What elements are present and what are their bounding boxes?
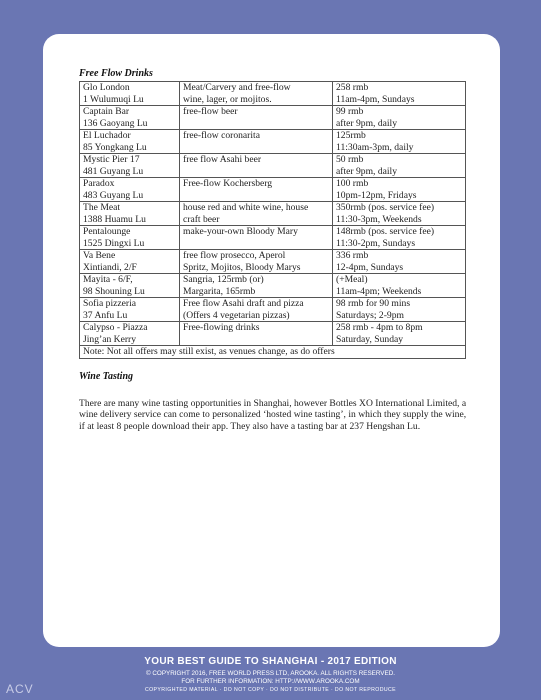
offer-line [183, 334, 329, 346]
venue-line: 1 Wulumuqi Lu [83, 93, 144, 105]
table-row [80, 130, 466, 154]
cell-venue [80, 130, 180, 154]
offer-line: Free-flowing drinks [183, 322, 260, 333]
offer-line: Spritz, Mojitos, Bloody Marys [183, 261, 301, 273]
footer-copyright: © COPYRIGHT 2016, FREE WORLD PRESS LTD, AROOKA. ALL RIGHTS RESERVED. [145, 670, 395, 677]
offer-line: Sangria, 125rmb (or) [183, 274, 264, 285]
table-row [80, 322, 466, 346]
price-line: 336 rmb [336, 250, 369, 261]
price-line: 258 rmb - 4pm to 8pm [336, 322, 423, 333]
offer-line: Free-flow Kochersberg [183, 178, 273, 189]
offer-line: craft beer [183, 213, 220, 225]
cell-price [333, 322, 466, 346]
offer-line: free flow prosecco, Aperol [183, 250, 286, 261]
cell-offer [180, 178, 333, 202]
wine-tasting-paragraph: There are many wine tasting opportunities in Shanghai, however Bottles XO International Limited, a wine delivery service can come to personalized ‘hosted wine tasting’, in which they supply the wine, if at least 8 people download their app. They also have a tasting bar at 237 Hengshan Lu. [79, 397, 467, 432]
offer-line [183, 118, 329, 130]
cell-venue [80, 250, 180, 274]
venue-line: 1525 Dingxi Lu [83, 237, 145, 249]
venue-line: Paradox [83, 178, 115, 189]
table-note-row [80, 346, 466, 359]
venue-line: Sofia pizzeria [83, 298, 137, 309]
cell-venue [80, 322, 180, 346]
corner-watermark: ACV [6, 682, 34, 696]
venue-line: 483 Guyang Lu [83, 189, 144, 201]
cell-venue [80, 202, 180, 226]
venue-line: 85 Yongkang Lu [83, 141, 147, 153]
cell-offer [180, 154, 333, 178]
cell-price [333, 130, 466, 154]
table-row [80, 250, 466, 274]
price-line: after 9pm, daily [336, 117, 398, 129]
price-line: 10pm-12pm, Fridays [336, 189, 417, 201]
venue-line: Mystic Pier 17 [83, 154, 140, 165]
price-line: 125rmb [336, 130, 366, 141]
price-line: 11:30-2pm, Sundays [336, 237, 416, 249]
cell-venue [80, 226, 180, 250]
table-row [80, 178, 466, 202]
cell-offer [180, 274, 333, 298]
offer-line: Margarita, 165rmb [183, 285, 256, 297]
offer-line [183, 142, 329, 154]
venue-line: El Luchador [83, 130, 131, 141]
cell-price [333, 154, 466, 178]
price-line: 148rmb (pos. service fee) [336, 226, 435, 237]
cell-price [333, 226, 466, 250]
footer-guide-title: YOUR BEST GUIDE TO SHANGHAI - 2017 EDITION [144, 656, 397, 667]
cell-offer [180, 82, 333, 106]
table-row [80, 226, 466, 250]
venue-line: 136 Gaoyang Lu [83, 117, 148, 129]
document-page [43, 34, 500, 647]
cell-offer [180, 226, 333, 250]
price-line: 350rmb (pos. service fee) [336, 202, 435, 213]
venue-line: Jing’an Kerry [83, 333, 137, 345]
table-row [80, 274, 466, 298]
cell-offer [180, 322, 333, 346]
offer-line: house red and white wine, house [183, 202, 309, 213]
venue-line: Glo London [83, 82, 130, 93]
venue-line: 37 Anfu Lu [83, 309, 128, 321]
venue-line: 98 Shouning Lu [83, 285, 145, 297]
cell-venue [80, 274, 180, 298]
price-line: 99 rmb [336, 106, 364, 117]
offer-line: free-flow coronarita [183, 130, 260, 141]
price-line: 50 rmb [336, 154, 364, 165]
cell-price [333, 298, 466, 322]
price-line: 11am-4pm, Sundays [336, 93, 415, 105]
price-line: Saturdays; 2-9pm [336, 309, 404, 321]
cell-price [333, 106, 466, 130]
table-row [80, 82, 466, 106]
free-flow-title: Free Flow Drinks [79, 68, 153, 79]
offer-line: Meat/Carvery and free-flow [183, 82, 291, 93]
offer-line: free flow Asahi beer [183, 154, 262, 165]
cell-venue [80, 178, 180, 202]
venue-line: 481 Guyang Lu [83, 165, 144, 177]
cell-offer [180, 130, 333, 154]
wine-tasting-title: Wine Tasting [79, 370, 133, 382]
offer-line: free-flow beer [183, 106, 238, 117]
price-line: 11am-4pm; Weekends [336, 285, 422, 297]
table-row [80, 154, 466, 178]
cell-offer [180, 250, 333, 274]
venue-line: Va Bene [83, 250, 116, 261]
cell-venue [80, 154, 180, 178]
offer-line [183, 238, 329, 250]
venue-line: The Meat [83, 202, 121, 213]
price-line: 258 rmb [336, 82, 369, 93]
venue-line: Calypso - Piazza [83, 322, 148, 333]
price-line: 100 rmb [336, 178, 369, 189]
price-line: (+Meal) [336, 274, 368, 285]
cell-price [333, 178, 466, 202]
price-line: 98 rmb for 90 mins [336, 298, 411, 309]
cell-venue [80, 298, 180, 322]
offer-line: make-your-own Bloody Mary [183, 226, 298, 237]
venue-line: Xintiandi, 2/F [83, 261, 137, 273]
table-row [80, 106, 466, 130]
cell-offer [180, 298, 333, 322]
table-row [80, 202, 466, 226]
cell-venue [80, 82, 180, 106]
price-line: after 9pm, daily [336, 165, 398, 177]
footer-notice: COPYRIGHTED MATERIAL · DO NOT COPY · DO NOT DISTRIBUTE · DO NOT REPRODUCE [144, 687, 397, 693]
offer-line [183, 166, 329, 178]
price-line: 11:30am-3pm, daily [336, 141, 414, 153]
offer-line: Free flow Asahi draft and pizza [183, 298, 304, 309]
offer-line [183, 190, 329, 202]
footer-info-link: FOR FURTHER INFORMATION: HTTP://WWW.AROOKA.COM [181, 678, 360, 685]
free-flow-table [79, 81, 466, 359]
offer-line: (Offers 4 vegetarian pizzas) [183, 309, 290, 321]
price-line: 11:30-3pm, Weekends [336, 213, 422, 225]
cell-offer [180, 106, 333, 130]
offer-line: wine, lager, or mojitos. [183, 93, 272, 105]
price-line: Saturday, Sunday [336, 333, 404, 345]
venue-line: Mayita - 6/F, [83, 274, 133, 285]
cell-price [333, 250, 466, 274]
cell-price [333, 202, 466, 226]
cell-offer [180, 202, 333, 226]
venue-line: Pentalounge [83, 226, 131, 237]
price-line: 12-4pm, Sundays [336, 261, 404, 273]
cell-price [333, 274, 466, 298]
table-row [80, 298, 466, 322]
cell-price [333, 82, 466, 106]
venue-line: Captain Bar [83, 106, 130, 117]
cell-venue [80, 106, 180, 130]
venue-line: 1388 Huamu Lu [83, 213, 146, 225]
table-note: Note: Not all offers may still exist, as venues change, as do offers [80, 346, 466, 359]
